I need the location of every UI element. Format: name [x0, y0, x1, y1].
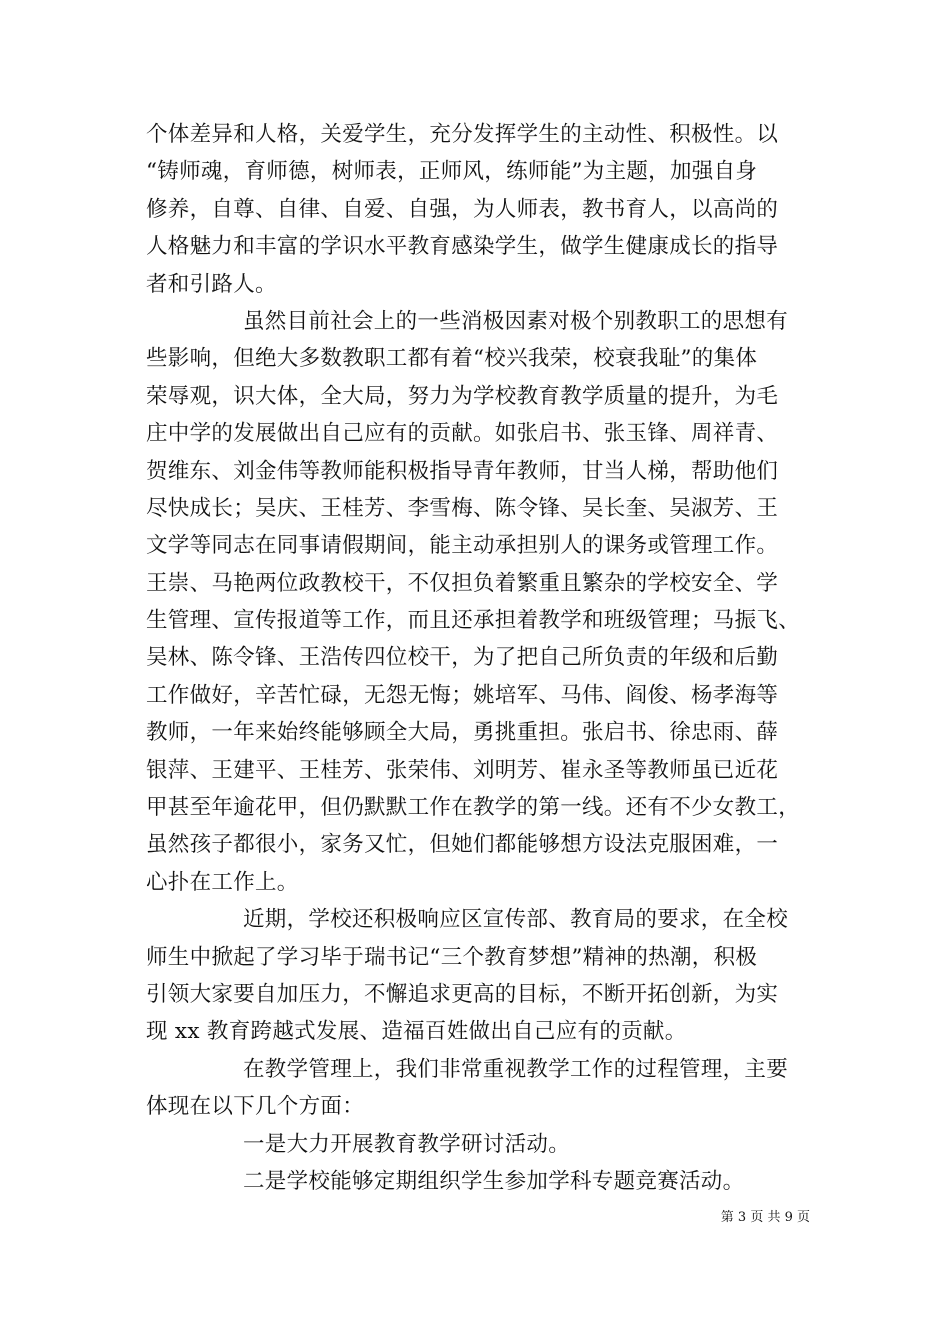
text-line: 现 xx 教育跨越式发展、造福百姓做出自己应有的贡献。: [146, 1019, 687, 1045]
text-line: 体现在以下几个方面：: [146, 1094, 365, 1120]
text-line: 人格魅力和丰富的学识水平教育感染学生，做学生健康成长的指导: [146, 234, 779, 260]
text-line: 庄中学的发展做出自己应有的贡献。如张启书、张玉锋、周祥青、: [146, 421, 779, 447]
text-line: 吴林、陈令锋、王浩传四位校干，为了把自己所负责的年级和后勤: [146, 645, 779, 671]
text-line: “铸师魂，育师德，树师表，正师风，练师能”为主题，加强自身: [146, 159, 758, 185]
text-line: 生管理、宣传报道等工作，而且还承担着教学和班级管理；马振飞、: [146, 608, 801, 634]
text-line: 师生中掀起了学习毕于瑞书记“三个教育梦想”精神的热潮，积极: [146, 944, 758, 970]
paragraph-start-line: 二是学校能够定期组织学生参加学科专题竞赛活动。: [243, 1168, 745, 1194]
text-line: 个体差异和人格，关爱学生，充分发挥学生的主动性、积极性。以: [146, 122, 779, 147]
text-line: 尽快成长；吴庆、王桂芳、李雪梅、陈令锋、吴长奎、吴淑芳、王: [146, 495, 779, 521]
text-line: 引领大家要自加压力，不懈追求更高的目标，不断开拓创新，为实: [146, 981, 779, 1007]
paragraph-start-line: 一是大力开展教育教学研讨活动。: [243, 1131, 571, 1157]
text-line: 王崇、马艳两位政教校干，不仅担负着繁重且繁杂的学校安全、学: [146, 570, 779, 596]
paragraph-start-line: 近期，学校还积极响应区宣传部、教育局的要求，在全校: [243, 907, 789, 933]
page-number: 第 3 页 共 9 页: [720, 1210, 810, 1225]
paragraph-start-line: 虽然目前社会上的一些消极因素对极个别教职工的思想有: [243, 308, 789, 334]
paragraph-start-line: 在教学管理上，我们非常重视教学工作的过程管理，主要: [243, 1056, 789, 1082]
text-line: 文学等同志在同事请假期间，能主动承担别人的课务或管理工作。: [146, 533, 779, 559]
text-line: 工作做好，辛苦忙碌，无怨无悔；姚培军、马伟、阎俊、杨孝海等: [146, 682, 779, 708]
text-line: 者和引路人。: [146, 271, 277, 297]
text-line: 银萍、王建平、王桂芳、张荣伟、刘明芳、崔永圣等教师虽已近花: [146, 757, 779, 783]
text-line: 教师，一年来始终能够顾全大局，勇挑重担。张启书、徐忠雨、薛: [146, 720, 779, 746]
text-line: 修养，自尊、自律、自爱、自强，为人师表，教书育人，以高尚的: [146, 196, 779, 222]
text-line: 贺维东、刘金伟等教师能积极指导青年教师，甘当人梯，帮助他们: [146, 458, 779, 484]
text-line: 虽然孩子都很小，家务又忙，但她们都能够想方设法克服困难，一: [146, 832, 779, 858]
document-body: [146, 116, 810, 1200]
text-line: 甲甚至年逾花甲，但仍默默工作在教学的第一线。还有不少女教工，: [146, 795, 801, 821]
text-line: 些影响，但绝大多数教职工都有着“校兴我荣，校衰我耻”的集体: [146, 346, 758, 372]
text-line: 荣辱观，识大体，全大局，努力为学校教育教学质量的提升，为毛: [146, 383, 779, 409]
text-line: 心扑在工作上。: [146, 869, 299, 895]
